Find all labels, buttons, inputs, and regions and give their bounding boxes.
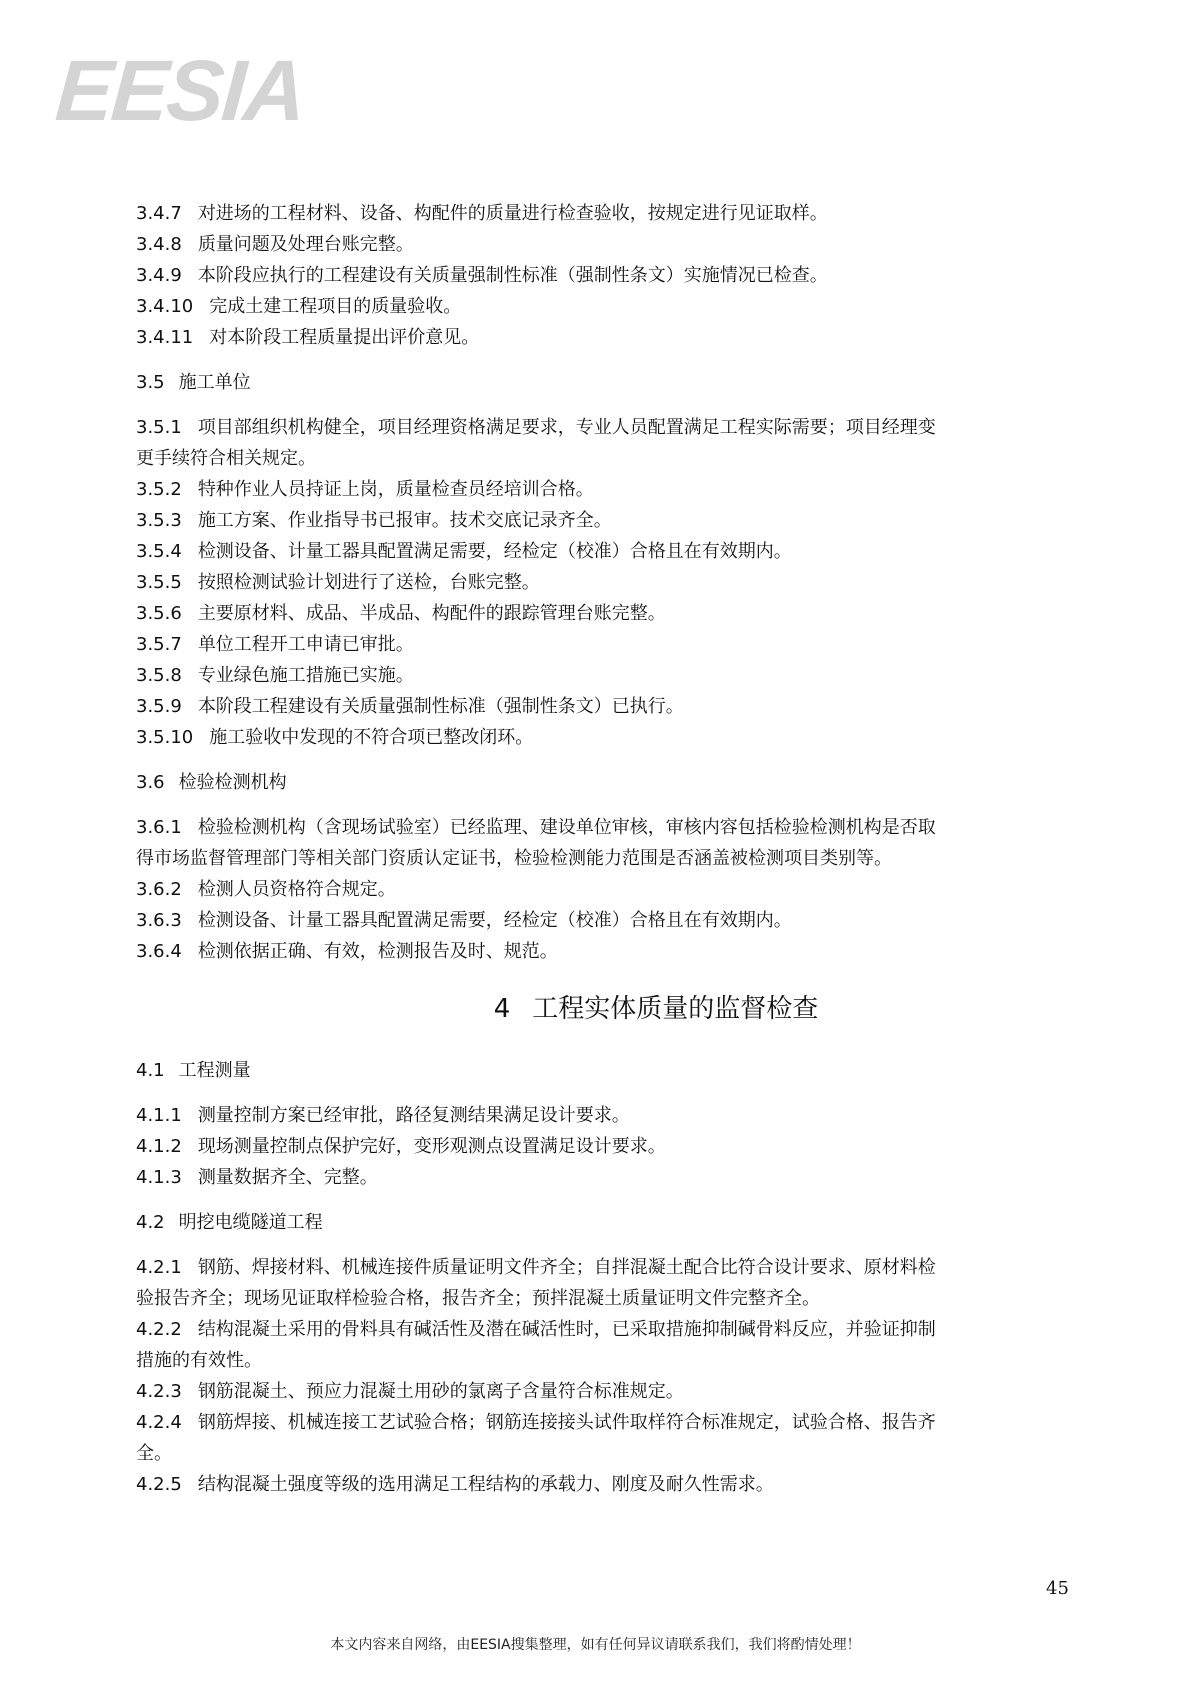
section-heading [136, 1055, 1096, 1086]
clause-text-continued: 得市场监督管理部门等相关部门资质认定证书，检验检测能力范围是否涵盖被检测项目类别等。 [136, 848, 892, 869]
clause-item [136, 1376, 1096, 1407]
clause-item [136, 291, 1096, 322]
clause-number: 3.4.9 [136, 265, 182, 286]
clause-text: 现场测量控制点保护完好，变形观测点设置满足设计要求。 [197, 1136, 666, 1157]
clause-text: 质量问题及处理台账完整。 [197, 234, 414, 255]
clause-item [136, 1131, 1096, 1162]
clause-number: 3.5.9 [136, 696, 182, 717]
clause-text: 结构混凝土采用的骨料具有碱活性及潜在碱活性时，已采取措施抑制碱骨料反应，并验证抑制 [197, 1319, 936, 1340]
clause-text-continued: 更手续符合相关规定。 [136, 448, 316, 469]
clause-number: 4.1.3 [136, 1167, 182, 1188]
clause-item [136, 936, 1096, 967]
clause-item [136, 567, 1096, 598]
section-title: 明挖电缆隧道工程 [178, 1212, 323, 1233]
clause-number: 3.6.4 [136, 941, 182, 962]
clause-text: 结构混凝土强度等级的选用满足工程结构的承载力、刚度及耐久性需求。 [197, 1474, 774, 1495]
clause-number: 4.2.4 [136, 1412, 182, 1433]
clause-text: 施工验收中发现的不符合项已整改闭环。 [209, 727, 534, 748]
clause-number: 4.1.2 [136, 1136, 182, 1157]
clause-number: 3.5.8 [136, 665, 182, 686]
clause-text: 对本阶段工程质量提出评价意见。 [209, 327, 480, 348]
chapter-heading [136, 989, 1096, 1029]
chapter-title: 工程实体质量的监督检查 [532, 994, 819, 1024]
clause-text: 专业绿色施工措施已实施。 [197, 665, 414, 686]
clause-text: 检测设备、计量工器具配置满足需要，经检定（校准）合格且在有效期内。 [197, 541, 792, 562]
clause-item [136, 629, 1096, 660]
clause-text: 测量数据齐全、完整。 [197, 1167, 378, 1188]
clause-text: 本阶段应执行的工程建设有关质量强制性标准（强制性条文）实施情况已检查。 [197, 265, 828, 286]
clause-text: 施工方案、作业指导书已报审。技术交底记录齐全。 [197, 510, 612, 531]
clause-item [136, 505, 1096, 536]
clause-item [136, 1252, 1096, 1283]
clause-number: 3.6.1 [136, 817, 182, 838]
section-heading [136, 1207, 1096, 1238]
clause-number: 3.4.11 [136, 327, 194, 348]
clause-number: 3.6.2 [136, 879, 182, 900]
section-title: 检验检测机构 [178, 772, 287, 793]
clause-number: 3.5.10 [136, 727, 194, 748]
section-number: 3.5 [136, 372, 165, 393]
clause-text: 钢筋混凝土、预应力混凝土用砂的氯离子含量符合标准规定。 [197, 1381, 684, 1402]
clause-text: 钢筋焊接、机械连接工艺试验合格；钢筋连接接头试件取样符合标准规定，试验合格、报告齐 [197, 1412, 936, 1433]
clause-number: 3.5.2 [136, 479, 182, 500]
clause-text: 检验检测机构（含现场试验室）已经监理、建设单位审核，审核内容包括检验检测机构是否取 [197, 817, 936, 838]
clause-item [136, 722, 1096, 753]
clause-item [136, 260, 1096, 291]
section-title: 工程测量 [178, 1060, 251, 1081]
clause-number: 3.5.4 [136, 541, 182, 562]
document-body [136, 198, 1096, 1500]
clause-text-continued: 措施的有效性。 [136, 1350, 262, 1371]
clause-text: 本阶段工程建设有关质量强制性标准（强制性条文）已执行。 [197, 696, 684, 717]
clause-item [136, 691, 1096, 722]
clause-item [136, 905, 1096, 936]
clause-number: 3.5.6 [136, 603, 182, 624]
section-heading [136, 367, 1096, 398]
section-number: 4.1 [136, 1060, 165, 1081]
clause-item [136, 598, 1096, 629]
clause-text: 钢筋、焊接材料、机械连接件质量证明文件齐全；自拌混凝土配合比符合设计要求、原材料检 [197, 1257, 936, 1278]
clause-item [136, 198, 1096, 229]
clause-number: 3.4.7 [136, 203, 182, 224]
clause-item [136, 660, 1096, 691]
clause-text: 检测设备、计量工器具配置满足需要，经检定（校准）合格且在有效期内。 [197, 910, 792, 931]
page-number: 45 [1046, 1578, 1069, 1599]
clause-text: 检测人员资格符合规定。 [197, 879, 396, 900]
clause-item [136, 1100, 1096, 1131]
section-heading [136, 767, 1096, 798]
clause-item [136, 1314, 1096, 1345]
clause-item [136, 229, 1096, 260]
clause-text: 特种作业人员持证上岗，质量检查员经培训合格。 [197, 479, 594, 500]
clause-number: 4.2.2 [136, 1319, 182, 1340]
section-number: 3.6 [136, 772, 165, 793]
clause-item [136, 412, 1096, 443]
clause-text: 测量控制方案已经审批，路径复测结果满足设计要求。 [197, 1105, 630, 1126]
clause-text-continued: 验报告齐全；现场见证取样检验合格，报告齐全；预拌混凝土质量证明文件完整齐全。 [136, 1288, 820, 1309]
clause-number: 3.4.10 [136, 296, 194, 317]
clause-text: 对进场的工程材料、设备、构配件的质量进行检查验收，按规定进行见证取样。 [197, 203, 828, 224]
clause-item [136, 322, 1096, 353]
clause-number: 4.1.1 [136, 1105, 182, 1126]
clause-item [136, 812, 1096, 843]
clause-item [136, 474, 1096, 505]
section-title: 施工单位 [178, 372, 251, 393]
clause-number: 3.4.8 [136, 234, 182, 255]
clause-text-continued: 全。 [136, 1443, 172, 1464]
clause-number: 3.5.7 [136, 634, 182, 655]
chapter-number: 4 [493, 994, 511, 1024]
eesia-logo: EESIA [52, 43, 308, 139]
clause-item [136, 874, 1096, 905]
clause-text: 完成土建工程项目的质量验收。 [209, 296, 462, 317]
clause-number: 3.5.3 [136, 510, 182, 531]
footer-disclaimer: 本文内容来自网络，由EESIA搜集整理，如有任何异议请联系我们，我们将酌情处理！ [330, 1637, 861, 1653]
clause-text: 项目部组织机构健全，项目经理资格满足要求，专业人员配置满足工程实际需要；项目经理变 [197, 417, 936, 438]
clause-number: 4.2.5 [136, 1474, 182, 1495]
clause-text: 单位工程开工申请已审批。 [197, 634, 414, 655]
clause-number: 4.2.3 [136, 1381, 182, 1402]
clause-number: 3.5.5 [136, 572, 182, 593]
clause-text: 按照检测试验计划进行了送检，台账完整。 [197, 572, 540, 593]
clause-number: 4.2.1 [136, 1257, 182, 1278]
clause-text: 检测依据正确、有效，检测报告及时、规范。 [197, 941, 558, 962]
clause-item [136, 536, 1096, 567]
clause-item [136, 1407, 1096, 1438]
clause-text: 主要原材料、成品、半成品、构配件的跟踪管理台账完整。 [197, 603, 666, 624]
clause-item [136, 1162, 1096, 1193]
clause-number: 3.6.3 [136, 910, 182, 931]
clause-item [136, 1469, 1096, 1500]
clause-number: 3.5.1 [136, 417, 182, 438]
section-number: 4.2 [136, 1212, 165, 1233]
